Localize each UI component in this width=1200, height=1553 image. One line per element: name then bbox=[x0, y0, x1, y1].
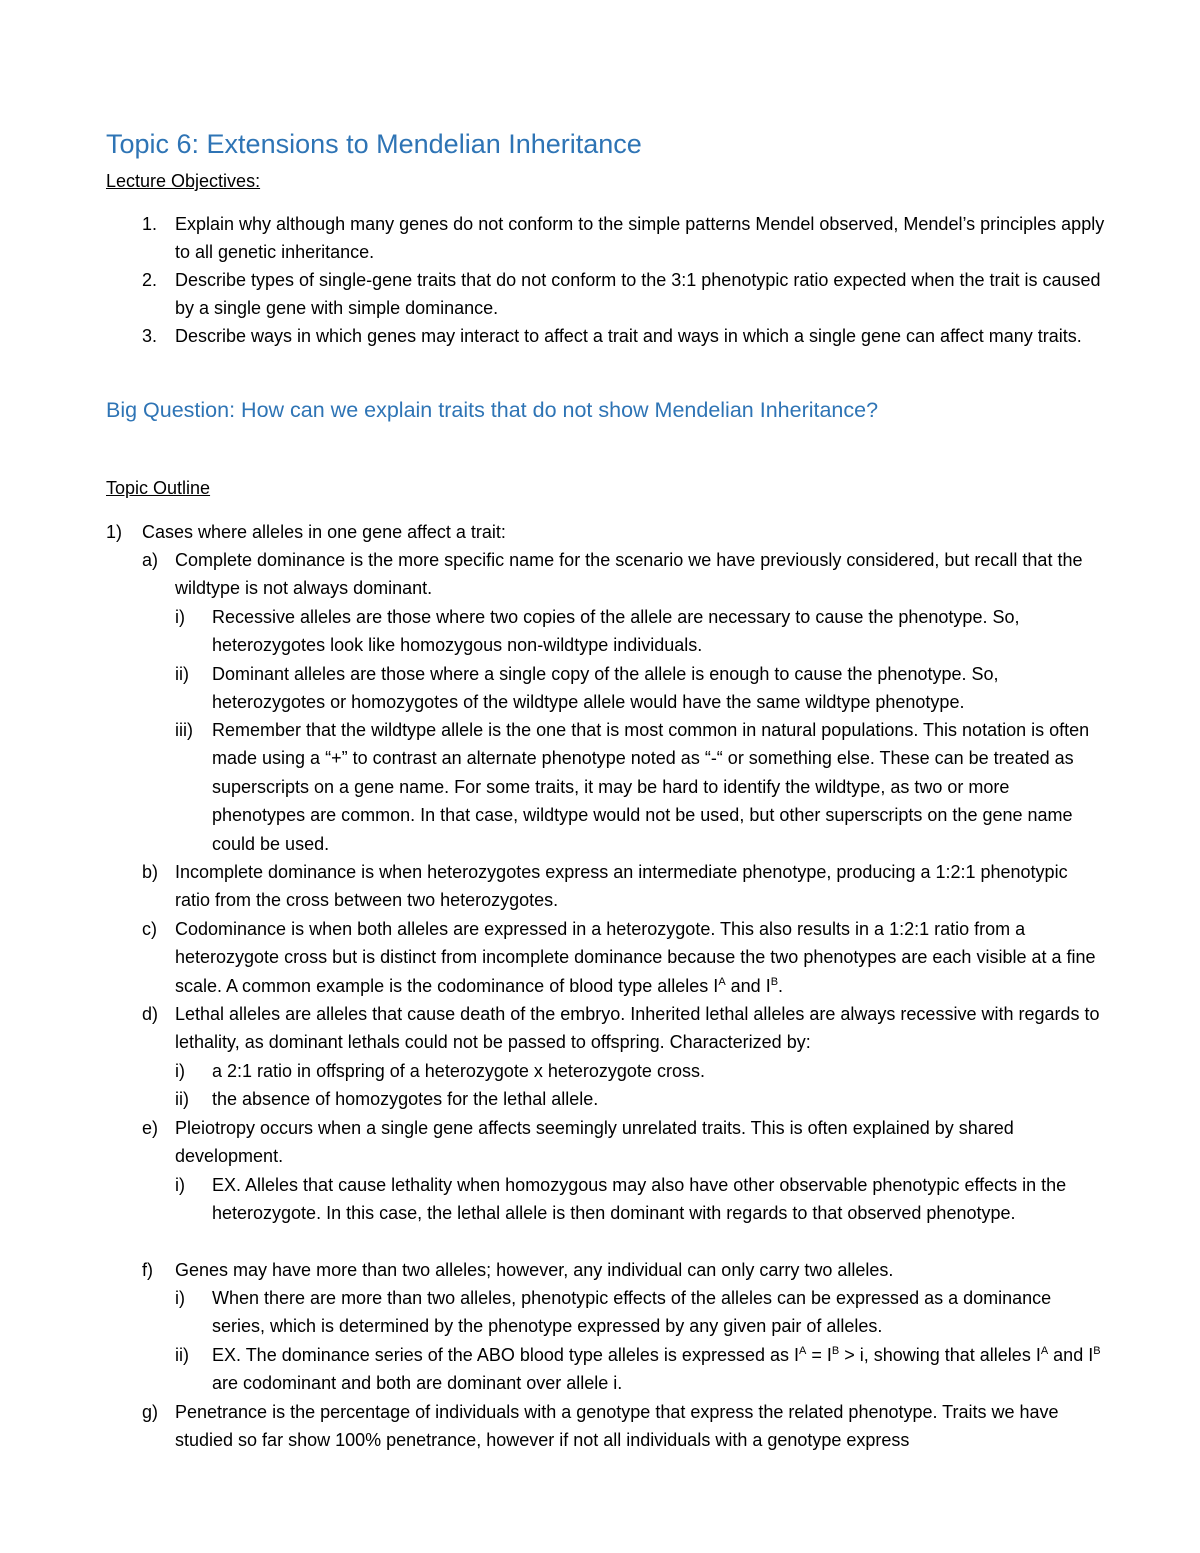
outline-text: EX. Alleles that cause lethality when homozygous may also have other observable phenotypic effects in the heterozygote. In this case, the lethal allele is then dominant with regards to that observed phenotype. bbox=[212, 1175, 1067, 1224]
outline-text: Codominance is when both alleles are expressed in a heterozygote. This also results in a 1:2:1 ratio from a heterozygote cross but is distinct from incomplete dominance because the two phenotypes are each visible at a fine scale. A common example is the codominance of blood type alleles $I^A$ and $I^B$. bbox=[175, 919, 1096, 996]
outline-text: Dominant alleles are those where a single copy of the allele is enough to cause the phenotype. So, heterozygotes or homozygotes of the wildtype allele would have the same wildtype phenotype. bbox=[212, 664, 999, 713]
outline-letter: g) bbox=[142, 1402, 159, 1422]
objective-number: 1. bbox=[142, 214, 158, 234]
objective-number: 3. bbox=[142, 326, 158, 346]
outline-text: Genes may have more than two alleles; however, any individual can only carry two alleles. bbox=[175, 1260, 894, 1280]
objective-text: Describe types of single-gene traits that do not conform to the 3:1 phenotypic ratio expected when the trait is caused by a single gene with simple dominance. bbox=[175, 270, 1101, 319]
outline-roman: ii) bbox=[175, 664, 189, 684]
big-question: Big Question: How can we explain traits that do not show Mendelian Inheritance? bbox=[106, 398, 879, 422]
page-title: Topic 6: Extensions to Mendelian Inheritance bbox=[106, 129, 642, 159]
outline-text: Lethal alleles are alleles that cause death of the embryo. Inherited lethal alleles are always recessive with regards to lethality, as dominant lethals could not be passed to offspring. Characterized by: bbox=[175, 1004, 1100, 1053]
outline-letter: d) bbox=[142, 1004, 159, 1024]
outline-letter: e) bbox=[142, 1118, 159, 1138]
outline-letter: f) bbox=[142, 1260, 153, 1280]
outline-text: Incomplete dominance is when heterozygotes express an intermediate phenotype, producing a 1:2:1 phenotypic ratio from the cross between two heterozygotes. bbox=[175, 862, 1068, 911]
outline-heading: Topic Outline bbox=[106, 478, 211, 498]
outline-roman: i) bbox=[175, 1061, 185, 1081]
outline-roman: i) bbox=[175, 1175, 185, 1195]
outline-letter: b) bbox=[142, 862, 159, 882]
outline-text: Remember that the wildtype allele is the one that is most common in natural populations. This notation is often made using a “+” to contrast an alternate phenotype noted as “-“ or something else. These can be treated as superscripts on a gene name. For some traits, it may be hard to identify the wildtype, as two or more phenotypes are common. In that case, wildtype would not be used, but other superscripts on the gene name could be used. bbox=[212, 720, 1090, 854]
outline-roman: ii) bbox=[175, 1345, 189, 1365]
objective-number: 2. bbox=[142, 270, 158, 290]
outline-letter: a) bbox=[142, 550, 159, 570]
outline-number: 1) bbox=[106, 522, 123, 542]
outline-text: Cases where alleles in one gene affect a trait: bbox=[142, 522, 506, 542]
outline-text: a 2:1 ratio in offspring of a heterozygote x heterozygote cross. bbox=[212, 1061, 705, 1081]
outline-text: the absence of homozygotes for the lethal allele. bbox=[212, 1089, 599, 1109]
objectives-heading: Lecture Objectives: bbox=[106, 171, 261, 191]
outline-letter: c) bbox=[142, 919, 157, 939]
outline-text: Penetrance is the percentage of individuals with a genotype that express the related phenotype. Traits we have studied so far show 100% penetrance, however if not all individuals with a genotype express bbox=[175, 1402, 1059, 1451]
outline-roman: iii) bbox=[175, 720, 193, 740]
objective-text: Describe ways in which genes may interact to affect a trait and ways in which a single gene can affect many traits. bbox=[175, 326, 1082, 346]
objective-text: Explain why although many genes do not conform to the simple patterns Mendel observed, Mendel’s principles apply to all genetic inheritance. bbox=[175, 214, 1105, 263]
outline-text: Complete dominance is the more specific name for the scenario we have previously considered, but recall that the wildtype is not always dominant. bbox=[175, 550, 1083, 599]
outline-text: When there are more than two alleles, phenotypic effects of the alleles can be expressed as a dominance series, which is determined by the phenotype expressed by any given pair of alleles. bbox=[212, 1288, 1052, 1337]
outline-roman: ii) bbox=[175, 1089, 189, 1109]
outline-text: Recessive alleles are those where two copies of the allele are necessary to cause the phenotype. So, heterozygotes look like homozygous non-wildtype individuals. bbox=[212, 607, 1020, 656]
outline-roman: i) bbox=[175, 607, 185, 627]
outline-roman: i) bbox=[175, 1288, 185, 1308]
outline-text: EX. The dominance series of the ABO blood type alleles is expressed as $I^A = I^B > i$, showing that alleles $I^A$ and $I^B$ are codominant and both are dominant over allele i. bbox=[212, 1345, 1101, 1394]
outline-text: Pleiotropy occurs when a single gene affects seemingly unrelated traits. This is often explained by shared development. bbox=[175, 1118, 1014, 1167]
